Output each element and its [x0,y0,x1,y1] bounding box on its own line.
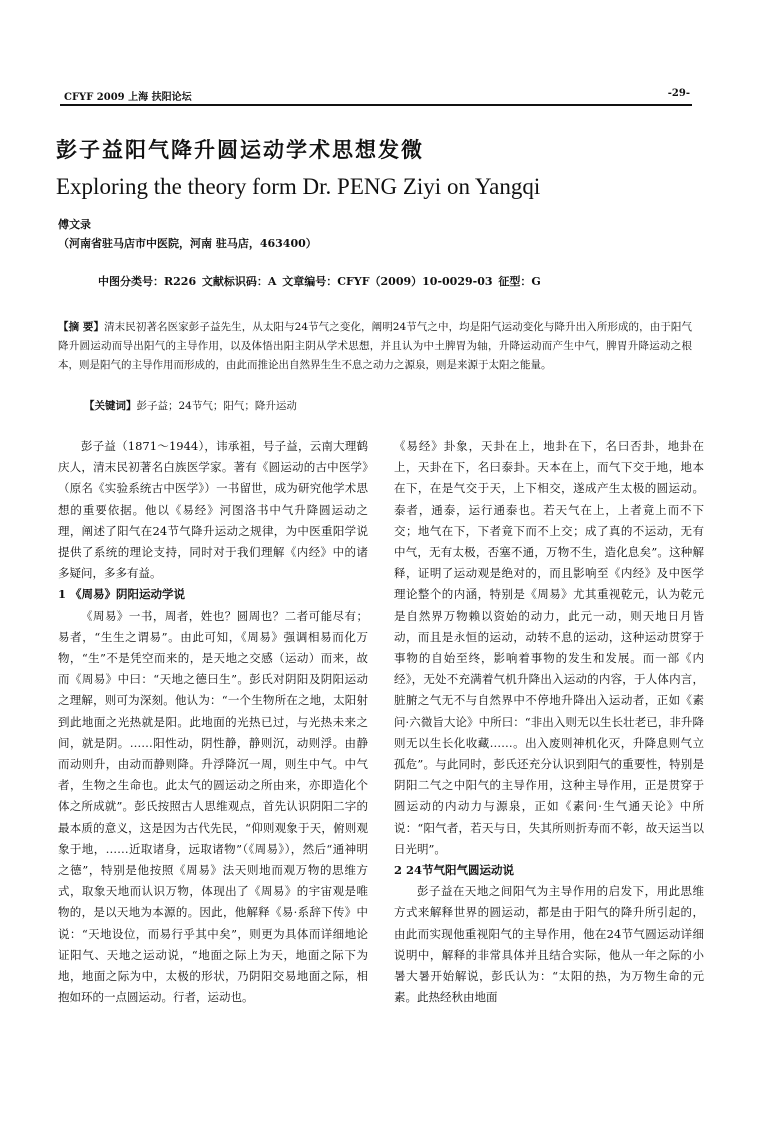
abstract [58,318,692,375]
author: 傅文录 [58,218,91,231]
paragraph-solar-terms: 彭子益在天地之间阳气为主导作用的启发下，用此思维方式来解释世界的圆运动，都是由于阳气的降升所引起的，由此而实现他重视阳气的主导作用，他在24节气圆运动详细说明中，解释的非常具体并且结合实际，他从一年之际的小暑大暑开始解说，彭氏认为：“太阳的热，为万物生命的元素。此热经秋由地面 [394,884,704,1005]
body-column-left [58,436,368,1008]
keywords-text: 彭子益；24节气；阳气；降升运动 [136,400,297,412]
body-column-right [394,436,704,1008]
abstract-text: 清末民初著名医家彭子益先生，从太阳与24节气之变化，阐明24节气之中，均是阳气运动变化与降升出入所形成的，由于阳气降升圆运动而导出阳气的主导作用，以及体悟出阳主阴从学术思想，并且认为中土脾胃为轴，升降运动而产生中气，脾胃升降运动之根本，则是阳气的主导作用而形成的，由此而推论出自然界生生不息之动力之源泉，则是来源于太阳之能量。 [58,321,692,371]
title-english: Exploring the theory form Dr. PENG Ziyi on Yangqi [56,174,541,199]
keywords-label: 【关键词】 [84,400,137,412]
section-heading-1: 1 《周易》阴阳运动学说 [58,587,186,602]
paragraph-continued: 《易经》卦象，天卦在上，地卦在下，名曰否卦，地卦在上，天卦在下，名曰泰卦。天本在上，而气下交于地，地本在下，在是气交于天，上下相交，遂成产生太极的圆运动。泰者，通泰，运行通泰也。若天气在上，上者竟上而不下交；地气在下，下者竟下而不上交；成了真的不运动，无有中气，无有太极，否塞不通，万物不生，造化息矣”。这种解释，证明了运动观是绝对的，而且影响至《内经》及中医学理论整个的内涵，特别是《周易》尤其重视乾元，认为乾元是自然界万物赖以资始的动力，此元一动，则天地日月皆动，而且是永恒的运动，动转不息的运动，这种运动贯穿于事物的自始至终，影响着事物的发生和发展。而一部《内经》，无处不充满着气机升降出入运动的内容，于人体内言，脏腑之气无不与自然界中不停地升降出入运动者，正如《素问·六微旨大论》中所曰：“非出入则无以生长壮老已，非升降则无以生长化收藏……。出入废则神机化灭，升降息则气立孤危”。与此同时，彭氏还充分认识到阳气的重要性，特别是阴阳二气之中阳气的主导作用，这种主导作用，正是贯穿于圆运动的内动力与源泉，正如《素问·生气通天论》中所说：“阳气者，若天与日，失其所则折寿而不彰，故天运当以日光明”。 [394,439,704,856]
abstract-label: 【摘 要】 [58,321,105,333]
journal-header: CFYF 2009 上海 扶阳论坛 [64,92,192,103]
paragraph-zhouyi: 《周易》一书，周者，姓也？圆周也？二者可能尽有；易者，“生生之谓易”。由此可知，《周易》强调相易而化万物，“生”不是凭空而来的，是天地之交感（运动）而来，故而《周易》中曰：“天地之德曰生”。彭氏对阴阳及阴阳运动之理解，则可为深刻。他认为：“一个生物所在之地，太阳射到此地面之光热就是阳。此地面的光热已过，与光热未来之间，就是阴。……阳性动，阴性静，静则沉，动则浮。由静而动则升，由动而静则降。升浮降沉一周，则生中气。中气者，生物之生命也。此太气的圆运动之所由来，亦即造化个体之所成就”。彭氏按照古人思维观点，首先认识阴阳二字的最本质的意义，这是因为古代先民，“仰则观象于天，俯则观象于地，……近取诸身，远取诸物”（《周易》），然后“通神明之德”，特别是他按照《周易》法天则地而观万物的思维方式，取象天地而认识万物，体现出了《周易》的宇宙观是唯物的，是以天地为本源的。因此，他解释《易·系辞下传》中说：“天地设位，而易行乎其中矣”，则更为具体而详细地论证阳气、天地之运动说，“地面之际上为天，地面之际下为地，地面之际为中，太极的形状，乃阴阳交易地面之际，相抱如环的一点圆运动。行者，运动也。 [58,608,368,1005]
keywords [84,398,297,413]
affiliation: （河南省驻马店市中医院，河南 驻马店，463400） [58,237,317,250]
section-heading-2: 2 24节气阳气圆运动说 [394,863,515,878]
classification-line: 中图分类号：R226 文献标识码：A 文章编号：CFYF（2009）10-0029-03 征型：G [98,275,541,288]
header-rule [60,104,692,106]
running-header [64,88,690,102]
title-chinese: 彭子益阳气降升圆运动学术思想发微 [56,137,424,162]
paragraph-intro: 彭子益（1871～1944），讳承祖，号子益，云南大理鹤庆人，清末民初著名白族医学家。著有《圆运动的古中医学》（原名《实验系统古中医学》）一书留世，成为研究他学术思想的重要依据。他以《易经》河图洛书中气升降圆运动之理，阐述了阳气在24节气降升运动之规律，为中医重阳学说提供了系统的理论支持，同时对于我们理解《内经》中的诸多疑问，多多有益。 [58,439,368,581]
page-number: -29- [667,88,690,99]
